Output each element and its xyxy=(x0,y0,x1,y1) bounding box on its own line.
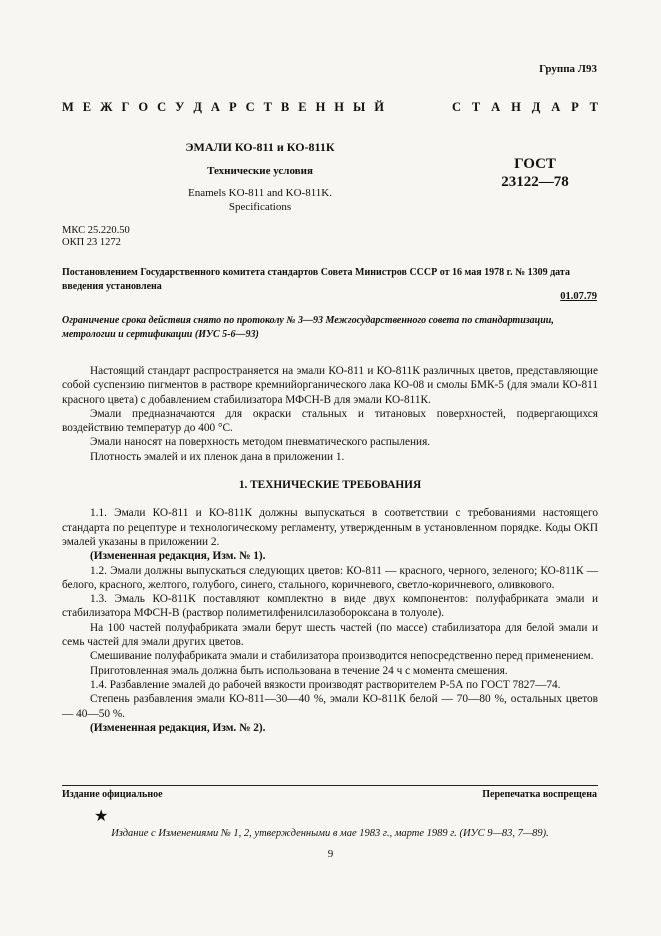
decree-text: Постановлением Государственного комитета стандартов Совета Министров СССР от 16 мая 1978 г. № 1309 дата введения установлена xyxy=(62,267,570,292)
star-icon: ★ xyxy=(94,808,109,825)
banner-letter: Г xyxy=(121,100,130,114)
page-number: 9 xyxy=(327,848,334,860)
banner-letter: Е xyxy=(298,100,307,114)
reprint-prohibited-label: Перепечатка воспрещена xyxy=(482,789,597,800)
banner-word-interstate xyxy=(62,100,384,115)
clause-1-3: 1.3. Эмаль КО-811К поставляют комплектно в виде двух компонентов: полуфабриката эмали и стабилизатора МФСН-В (раствор полиметилфенилсилазобороксана в толуоле). xyxy=(62,593,598,620)
banner-letter: Р xyxy=(228,100,237,114)
classification-codes xyxy=(62,225,130,249)
paragraph-density: Плотность эмалей и их пленок дана в приложении 1. xyxy=(90,450,345,463)
clause-1-4-dilution: Степень разбавления эмали КО-811—30—40 %, эмали КО-811К белой — 70—80 %, остальных цветов — 40—50 %. xyxy=(62,693,598,720)
section-heading: 1. ТЕХНИЧЕСКИЕ ТРЕБОВАНИЯ xyxy=(238,479,422,492)
paragraph-scope: Настоящий стандарт распространяется на эмали КО-811 и КО-811К различных цветов, представляющие собой суспензию пигментов в растворе кремнийорганического лака КО-08 и смолы БМК-5 (для эмали КО-811 красного цвета) с добавлением стабилизатора МФСН-В для эмали КО-811К. xyxy=(62,365,598,406)
banner-letter: Т xyxy=(263,100,272,114)
banner-letter: Д xyxy=(531,100,541,114)
limitation-note: Ограничение срока действия снято по протоколу № 3—93 Межгосударственного совета по стандартизации, метрологии и сертификации (ИУС 5-6—93) xyxy=(62,315,554,340)
gost-code: 23122—78 xyxy=(501,174,569,190)
clause-1-3-ratio: На 100 частей полуфабриката эмали берут шесть частей (по массе) стабилизатора для белой эмали и семь частей для эмали других цветов. xyxy=(62,621,598,649)
clause-1-3-pot-life: Приготовленная эмаль должна быть использована в течение 24 ч с момента смешения. xyxy=(90,664,508,677)
banner-letter: Ы xyxy=(353,100,366,114)
document-body xyxy=(62,364,598,735)
banner-letter: Н xyxy=(334,100,345,114)
banner-letter: Р xyxy=(571,100,579,114)
banner-letter: О xyxy=(138,100,149,114)
official-edition-label: Издание официальное xyxy=(62,789,163,800)
group-code: Группа Л93 xyxy=(539,63,597,75)
banner-letter: Й xyxy=(374,100,384,114)
banner-letter: Н xyxy=(315,100,326,114)
banner-letter: С xyxy=(157,100,167,114)
paragraph-purpose: Эмали предназначаются для окраски стальных и титановых поверхностей, подвергающихся воздействию температур до 400 °С. xyxy=(62,407,598,435)
mks-code: МКС 25.220.50 xyxy=(62,225,130,236)
gost-number xyxy=(500,155,570,191)
clause-1-1: 1.1. Эмали КО-811 и КО-811К должны выпускаться в соответствии с требованиями настоящего стандарта по рецептуре и технологическому регламенту, утвержденным в установленном порядке. Коды ОКП эмалей указаны в приложении 2. xyxy=(62,507,598,548)
banner-letter: Д xyxy=(193,100,202,114)
edition-note: Издание с Изменениями № 1, 2, утвержденными в мае 1983 г., марте 1989 г. (ИУС 9—83, 7—89). xyxy=(111,828,549,839)
banner-word-standard xyxy=(452,100,598,115)
banner-letter: С xyxy=(245,100,255,114)
banner-letter: В xyxy=(280,100,290,114)
document-subtitle: Технические условия xyxy=(207,165,313,177)
banner-letter: Ж xyxy=(100,100,113,114)
amendment-note-1: (Измененная редакция, Изм. № 1). xyxy=(90,550,266,563)
banner-letter: Н xyxy=(511,100,521,114)
banner-letter: А xyxy=(210,100,220,114)
banner-letter: Е xyxy=(82,100,92,114)
english-title: Enamels KO-811 and KO-811K. xyxy=(188,187,332,199)
gost-label: ГОСТ xyxy=(514,156,556,172)
banner-letter: М xyxy=(62,100,74,114)
footer-rule xyxy=(62,785,598,786)
okp-code: ОКП 23 1272 xyxy=(62,237,121,248)
banner-letter: А xyxy=(551,100,561,114)
banner-letter: А xyxy=(491,100,501,114)
banner-letter: Т xyxy=(471,100,481,114)
clause-1-4: 1.4. Разбавление эмалей до рабочей вязкости производят растворителем Р-5А по ГОСТ 7827—74. xyxy=(90,678,561,691)
banner-letter: У xyxy=(175,100,185,114)
clause-1-2: 1.2. Эмали должны выпускаться следующих цветов: КО-811 — красного, черного, зеленого; КО-811К — белого, красного, желтого, голубого, синего, стального, коричневого, светло-коричневого, оливкового. xyxy=(62,564,598,591)
standard-banner xyxy=(62,100,598,115)
paragraph-application: Эмали наносят на поверхность методом пневматического распыления. xyxy=(90,436,431,449)
banner-letter: Т xyxy=(589,100,598,114)
clause-1-3-mixing: Смешивание полуфабриката эмали и стабилизатора производится непосредственно перед применением. xyxy=(90,650,594,663)
banner-letter: С xyxy=(452,100,462,114)
amendment-note-2: (Измененная редакция, Изм. № 2). xyxy=(90,721,266,734)
english-subtitle: Specifications xyxy=(228,201,292,213)
introduction-date: 01.07.79 xyxy=(560,291,597,302)
document-title: ЭМАЛИ КО-811 и КО-811К xyxy=(185,140,335,154)
